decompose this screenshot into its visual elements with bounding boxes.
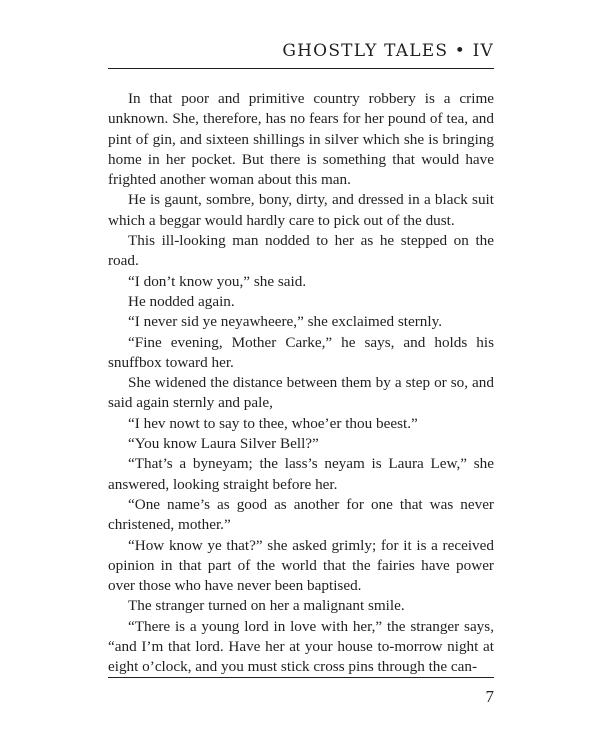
paragraph: “There is a young lord in love with her,” the stranger says, “and I’m that lord. Have her at your house to-morrow night at eight o’clock, and you must stick cross pins through the can-	[108, 617, 494, 676]
paragraph: He nodded again.	[128, 292, 235, 310]
paragraph: The stranger turned on her a malignant smile.	[128, 597, 405, 615]
running-header: GHOSTLY TALES • IV	[282, 41, 494, 61]
paragraph: She widened the distance between them by a step or so, and said again sternly and pale,	[108, 374, 494, 412]
paragraph: “I hev nowt to say to thee, whoe’er thou beest.”	[128, 414, 418, 432]
paragraph: He is gaunt, sombre, bony, dirty, and dressed in a black suit which a beggar would hardly care to pick out of the dust.	[108, 191, 494, 229]
body-text	[108, 89, 494, 678]
paragraph: “Fine evening, Mother Carke,” he says, and holds his snuffbox toward her.	[108, 333, 494, 371]
paragraph: “How know ye that?” she asked grimly; for it is a received opinion in that part of the world that the fairies have power over those who have never been baptised.	[108, 536, 494, 595]
paragraph: “You know Laura Silver Bell?”	[128, 435, 319, 453]
paragraph: “That’s a byneyam; the lass’s neyam is Laura Lew,” she answered, looking straight before her.	[108, 455, 494, 493]
page-number: 7	[485, 687, 494, 706]
header-rule	[108, 68, 494, 69]
paragraph: “I never sid ye neyawheere,” she exclaimed sternly.	[128, 313, 443, 331]
paragraph: In that poor and primitive country robbery is a crime unknown. She, therefore, has no fears for her pound of tea, and pint of gin, and sixteen shillings in silver which she is bringing home in her pocket. But there is something that would have frighted another woman about this man.	[108, 90, 494, 189]
footer-rule	[108, 677, 494, 678]
paragraph: This ill-looking man nodded to her as he stepped on the road.	[108, 232, 494, 270]
paragraph: “I don’t know you,” she said.	[128, 272, 307, 290]
paragraph: “One name’s as good as another for one that was never christened, mother.”	[108, 495, 494, 534]
